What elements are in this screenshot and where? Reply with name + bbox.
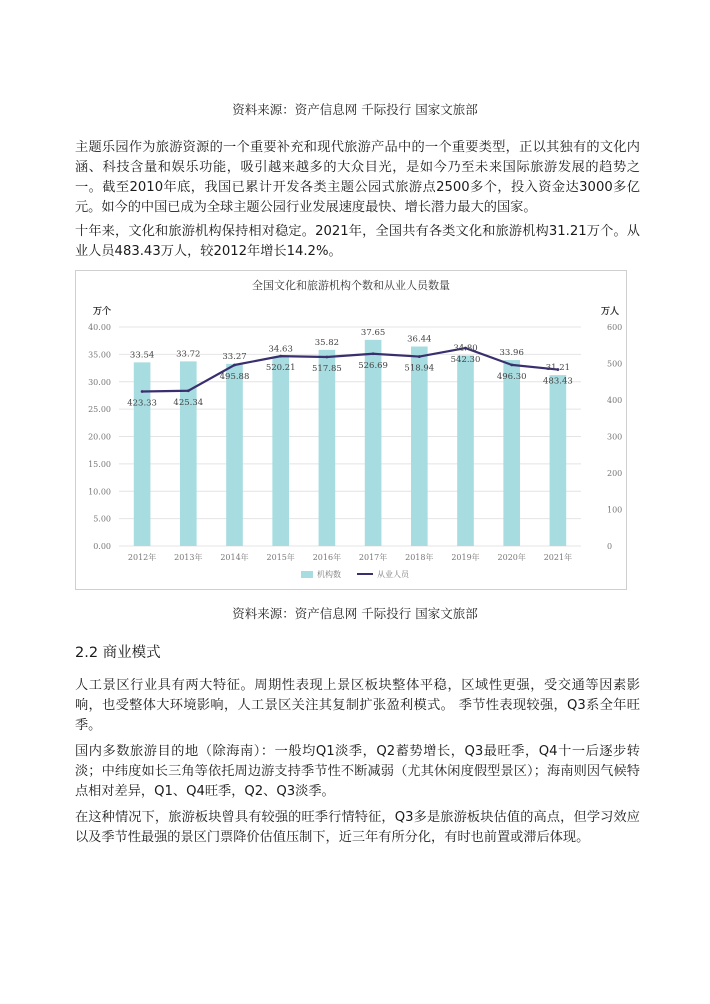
line-data-label: 496.30	[496, 371, 527, 382]
x-tick-label: 2012年	[127, 553, 157, 562]
bar-data-label: 33.54	[129, 350, 155, 361]
line-data-label: 517.85	[312, 363, 342, 374]
bar-institutions	[226, 364, 243, 546]
legend-label-institutions: 机构数	[317, 570, 341, 579]
bar-data-label: 36.44	[407, 334, 432, 345]
y-left-tick-label: 0.00	[93, 542, 111, 551]
bar-institutions	[134, 362, 151, 546]
bar-data-label: 34.80	[453, 343, 478, 354]
x-tick-label: 2021年	[543, 553, 573, 562]
line-data-label: 518.94	[404, 363, 435, 374]
y-right-tick-label: 300	[607, 432, 623, 442]
bar-institutions	[319, 350, 336, 546]
y-left-tick-label: 30.00	[88, 377, 111, 387]
line-point-employees	[187, 389, 190, 392]
section-title: 2.2 商业模式	[75, 645, 161, 661]
bar-data-label: 33.72	[176, 349, 201, 360]
source-caption-top: 资料来源：资产信息网 千际投行 国家文旅部	[232, 102, 478, 117]
legend-label-employees: 从业人员	[377, 570, 409, 579]
line-data-label: 425.34	[173, 397, 204, 408]
bar-data-label: 37.65	[360, 327, 386, 338]
paragraph-seasonality: 国内多数旅游目的地（除海南）：一般均Q1淡季，Q2蓄势增长，Q3最旺季，Q4十一后逐步转淡；中纬度如长三角等依托周边游支持季节性不断减弱（尤其休闲度假型景区）；海南则因气候特点相对差异，Q1、Q4旺季，Q2、Q3淡季。	[75, 744, 640, 799]
x-tick-label: 2019年	[451, 553, 480, 562]
bar-institutions	[550, 375, 567, 546]
chart-frame	[76, 271, 627, 590]
x-tick-label: 2013年	[174, 553, 203, 562]
line-point-employees	[418, 355, 421, 358]
y-left-tick-label: 15.00	[88, 459, 111, 469]
y-right-tick-label: 0	[607, 542, 613, 551]
y-right-unit: 万人	[601, 307, 620, 317]
y-left-tick-label: 25.00	[88, 405, 111, 415]
paragraph-theme-park: 主题乐园作为旅游资源的一个重要补充和现代旅游产品中的一个重要类型，正以其独有的文化内涵、科技含量和娱乐功能，吸引越来越多的大众目光，是如今乃至未来国际旅游发展的趋势之一。截至2010年底，我国已累计开发各类主题公园式旅游点2500多个，投入资金达3000多亿元。如今的中国已成为全球主题公园行业发展速度最快、增长潜力最大的国家。	[75, 140, 640, 215]
bar-institutions	[272, 356, 289, 546]
line-point-employees	[233, 364, 236, 367]
x-tick-label: 2015年	[266, 553, 295, 562]
y-left-unit: 万个	[93, 307, 112, 317]
line-data-label: 423.33	[127, 398, 157, 409]
bar-data-label: 35.82	[314, 337, 340, 348]
bar-data-label: 31.21	[545, 363, 571, 374]
y-left-tick-label: 10.00	[88, 487, 111, 497]
line-point-employees	[372, 352, 375, 355]
y-right-tick-label: 500	[607, 359, 623, 369]
line-data-label: 495.88	[219, 372, 250, 383]
y-right-tick-label: 400	[607, 396, 623, 405]
bar-institutions	[411, 346, 428, 546]
line-point-employees	[141, 390, 144, 393]
chart-title: 全国文化和旅游机构个数和从业人员数量	[252, 279, 450, 292]
bar-data-label: 34.63	[268, 344, 293, 355]
x-tick-label: 2016年	[312, 553, 342, 562]
bar-institutions	[180, 361, 197, 546]
line-data-label: 520.21	[265, 363, 296, 374]
line-data-label: 542.30	[450, 355, 481, 366]
y-left-tick-label: 20.00	[88, 432, 111, 442]
line-data-label: 526.69	[358, 360, 388, 371]
paragraph-business-model: 人工景区行业具有两大特征。周期性表现上景区板块整体平稳，区域性更强，受交通等因素影响，也受整体大环境影响，人工景区关注其复制扩张盈利模式。 季节性表现较强，Q3系全年旺季。	[75, 678, 640, 733]
bar-institutions	[457, 355, 474, 546]
paragraph-valuation: 在这种情况下，旅游板块曾具有较强的旺季行情特征，Q3多是旅游板块估值的高点，但学习效应以及季节性最强的景区门票降价估值压制下，近三年有所分化，有时也前置或滞后体现。	[75, 810, 640, 845]
x-tick-label: 2018年	[405, 553, 434, 562]
y-right-tick-label: 100	[607, 505, 623, 515]
bar-data-label: 33.27	[222, 351, 247, 362]
line-data-label: 483.43	[543, 376, 573, 387]
paragraph-institutions: 十年来，文化和旅游机构保持相对稳定。2021年，全国共有各类文化和旅游机构31.21万个。从业人员483.43万人，较2012年增长14.2%。	[75, 224, 640, 259]
source-caption-bottom: 资料来源：资产信息网 千际投行 国家文旅部	[232, 606, 478, 621]
y-left-tick-label: 40.00	[88, 323, 111, 332]
y-right-tick-label: 600	[607, 323, 623, 332]
institutions-employees-chart	[75, 270, 627, 590]
y-right-tick-label: 200	[607, 469, 623, 478]
legend-swatch-institutions	[301, 571, 313, 578]
line-point-employees	[279, 355, 282, 358]
bar-institutions	[503, 360, 520, 546]
line-point-employees	[510, 363, 513, 366]
x-tick-label: 2017年	[358, 553, 388, 562]
bar-institutions	[365, 340, 382, 546]
x-tick-label: 2020年	[497, 553, 526, 562]
y-left-tick-label: 5.00	[93, 514, 111, 524]
line-point-employees	[326, 356, 329, 359]
x-tick-label: 2014年	[220, 553, 249, 562]
y-left-tick-label: 35.00	[88, 350, 111, 360]
bar-data-label: 33.96	[499, 348, 524, 359]
